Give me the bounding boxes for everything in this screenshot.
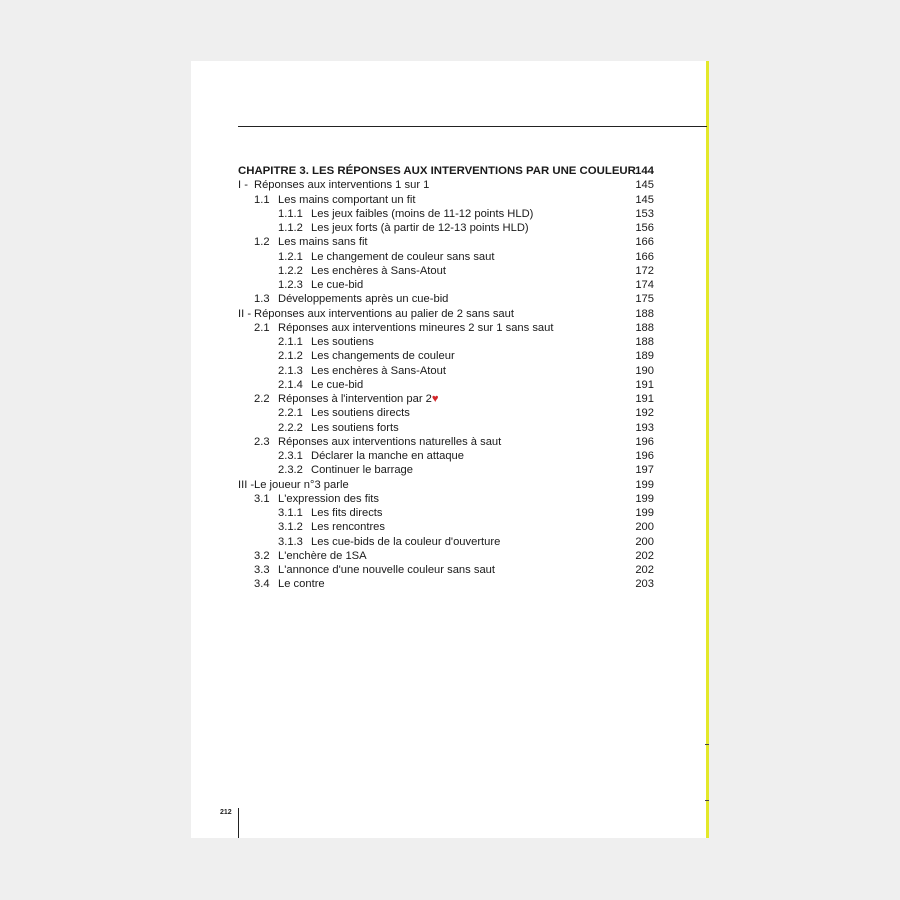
toc-entry-number: 3.2: [254, 549, 270, 562]
toc-entry: [238, 506, 654, 520]
toc-entry-label: [278, 492, 379, 506]
toc-entry-label: [311, 335, 374, 349]
folio-page-number: 212: [220, 809, 232, 816]
chapter-heading-row: [238, 164, 654, 178]
toc-entry: [238, 549, 654, 563]
toc-entry-label-text: Continuer le barrage: [311, 464, 413, 477]
toc-entry-page: 196: [635, 435, 654, 448]
toc-entry-number: 3.1: [254, 492, 270, 505]
toc-entry-number: 1.2.3: [278, 279, 303, 291]
toc-entry-page: 188: [635, 321, 654, 334]
toc-entry-number: 1.2.1: [278, 250, 303, 263]
toc-entry-label-text: Le contre: [278, 578, 325, 591]
toc-entry-page: 156: [635, 222, 654, 234]
toc-entry-label: [278, 193, 415, 207]
toc-entry-label: [311, 264, 446, 278]
toc-entry-number: II -: [238, 307, 252, 320]
toc-entry: [238, 321, 654, 335]
toc-entry-number: 2.2: [254, 393, 270, 405]
toc-entry-label-text: Déclarer la manche en attaque: [311, 450, 464, 462]
toc-entry-label-text: Réponses aux interventions naturelles à saut: [278, 435, 502, 448]
toc-entry-number: III -: [238, 478, 255, 491]
toc-entry-label-text: Les changements de couleur: [311, 350, 455, 363]
toc-entry: [238, 178, 654, 192]
toc-entry-label: [254, 307, 514, 321]
toc-entry-label-text: Les rencontres: [311, 521, 386, 534]
toc-entry-label-text: Les enchères à Sans-Atout: [311, 264, 446, 277]
toc-entry: [238, 235, 654, 249]
toc-entry-number: 2.2.2: [278, 421, 303, 434]
toc-entry-label: [278, 549, 367, 563]
toc-entry-number: 2.3.1: [278, 450, 303, 462]
toc-entry: [238, 463, 654, 477]
toc-entry-number: 2.2.1: [278, 407, 303, 420]
toc-entry-label: [311, 421, 399, 435]
toc-entry-number: 3.3: [254, 564, 270, 576]
toc-entry-label-text: Les mains comportant un fit: [278, 193, 416, 206]
toc-entry-label-text: Les soutiens directs: [311, 407, 410, 420]
toc-entry: [238, 264, 654, 278]
toc-entry-number: 1.2: [254, 236, 270, 249]
toc-entry-page: 188: [635, 307, 654, 320]
toc-entry-label: [311, 207, 533, 221]
toc-entry-label: [311, 349, 455, 363]
toc-entry-number: 2.3: [254, 435, 270, 448]
toc-entry-label: [311, 406, 410, 420]
toc-entry-label: [278, 235, 368, 249]
toc-entry-label-text: Les jeux forts (à partir de 12-13 points HLD): [311, 222, 529, 234]
toc-entry-page: 199: [635, 492, 654, 505]
page-edge-highlight: [706, 61, 709, 838]
toc-entry-label-text: Réponses aux interventions 1 sur 1: [254, 179, 430, 192]
toc-entry: [238, 478, 654, 492]
toc-entry: [238, 349, 654, 363]
table-of-contents: [238, 164, 654, 592]
toc-entry-label-text: Les enchères à Sans-Atout: [311, 364, 446, 377]
toc-entry: [238, 250, 654, 264]
toc-entry: [238, 307, 654, 321]
toc-entry-label: [311, 520, 385, 534]
toc-entry-page: 189: [635, 350, 654, 363]
toc-entry-label: [311, 463, 413, 477]
chapter-title: CHAPITRE 3. LES RÉPONSES AUX INTERVENTIONS PAR UNE COULEUR: [238, 165, 636, 177]
toc-entry: [238, 392, 654, 406]
toc-entry-label-text: L'enchère de 1SA: [278, 549, 367, 562]
toc-entry-number: 2.1.2: [278, 350, 303, 363]
toc-entry-number: 1.2.2: [278, 264, 303, 277]
toc-entry-label-text: Les mains sans fit: [278, 236, 368, 249]
toc-entry: [238, 378, 654, 392]
toc-entry-label-text: Les soutiens: [311, 336, 374, 348]
toc-entry-number: 1.3: [254, 293, 270, 306]
chapter-page-number: 144: [634, 165, 654, 177]
toc-entry-number: 2.1.3: [278, 364, 303, 377]
toc-entry-label-text: Le joueur n°3 parle: [254, 478, 349, 491]
toc-entry-label-text: L'expression des fits: [278, 492, 380, 505]
toc-entry-number: 3.1.3: [278, 535, 303, 548]
toc-entry-page: 203: [635, 578, 654, 591]
toc-entry: [238, 435, 654, 449]
toc-entry-page: 199: [635, 507, 654, 519]
toc-entry-page: 166: [635, 236, 654, 249]
toc-entry-label: [311, 364, 446, 378]
toc-entry-label-text: Réponses aux interventions au palier de 2 sans saut: [254, 307, 514, 320]
toc-entry-number: 3.4: [254, 578, 270, 591]
toc-entry-label-text: Réponses aux interventions mineures 2 sur 1 sans saut: [278, 321, 554, 334]
toc-entry: [238, 577, 654, 591]
toc-entry-label-text: Le changement de couleur sans saut: [311, 250, 495, 263]
toc-entry-page: 174: [635, 279, 654, 291]
toc-entry-label: [278, 563, 495, 577]
toc-entry-page: 153: [635, 207, 654, 220]
toc-entry: [238, 292, 654, 306]
heart-suit-icon: ♥: [431, 393, 439, 405]
toc-entry-label: [278, 577, 325, 591]
toc-entry-page: 196: [635, 450, 654, 462]
edge-tick-mark: [705, 744, 709, 745]
toc-entry: [238, 221, 654, 235]
toc-entry: [238, 421, 654, 435]
toc-entry-number: 2.1.1: [278, 336, 303, 348]
toc-entry-number: 3.1.2: [278, 521, 303, 534]
header-rule: [238, 126, 707, 127]
toc-entry-label-text: Le cue-bid: [311, 378, 364, 391]
toc-entry-page: 172: [635, 264, 654, 277]
toc-entry: [238, 563, 654, 577]
toc-entry-number: 2.1: [254, 321, 270, 334]
toc-entry-number: 1.1.2: [278, 222, 303, 234]
toc-entry-page: 188: [635, 336, 654, 348]
toc-entry-label-text: Le cue-bid: [311, 279, 364, 291]
toc-entry: [238, 406, 654, 420]
toc-entry-page: 175: [635, 293, 654, 306]
toc-entry-label: [278, 392, 439, 406]
toc-entry-number: 1.1.1: [278, 207, 303, 220]
toc-entry-page: 202: [635, 564, 654, 576]
toc-entry: [238, 449, 654, 463]
toc-entry-label: [278, 435, 501, 449]
toc-entry: [238, 207, 654, 221]
toc-entry-label: [311, 449, 464, 463]
toc-entry-page: 190: [635, 364, 654, 377]
toc-entry-label: [311, 506, 383, 520]
toc-entry: [238, 193, 654, 207]
toc-entry-label: [311, 250, 494, 264]
toc-entry-page: 200: [635, 521, 654, 534]
toc-entry-label-text: L'annonce d'une nouvelle couleur sans saut: [278, 564, 495, 576]
edge-tick-mark: [705, 800, 709, 801]
toc-entry-number: 2.1.4: [278, 378, 303, 391]
toc-entry-label: [278, 292, 448, 306]
toc-entry-label-text: Réponses à l'intervention par 2: [278, 393, 432, 405]
toc-entry-label-text: Développements après un cue-bid: [278, 293, 449, 306]
toc-entry: [238, 535, 654, 549]
toc-entry-page: 191: [635, 378, 654, 391]
toc-entry-page: 200: [635, 535, 654, 548]
toc-entry: [238, 335, 654, 349]
toc-entry-label: [311, 221, 529, 235]
footer-rule: [238, 808, 239, 838]
toc-entry-label: [311, 535, 500, 549]
toc-entry: [238, 278, 654, 292]
toc-entry-label: [254, 178, 429, 192]
toc-entry-number: 3.1.1: [278, 507, 303, 519]
toc-entry-label: [311, 378, 363, 392]
toc-entry-page: 199: [635, 478, 654, 491]
toc-entry-number: I -: [238, 179, 248, 192]
toc-entry-page: 191: [635, 393, 654, 405]
toc-entry-label-text: Les cue-bids de la couleur d'ouverture: [311, 535, 501, 548]
toc-entry-label: [254, 478, 349, 492]
toc-entry-page: 166: [635, 250, 654, 263]
toc-entry-page: 145: [635, 193, 654, 206]
toc-entry-label-text: Les jeux faibles (moins de 11-12 points HLD): [311, 207, 534, 220]
toc-entry: [238, 492, 654, 506]
toc-entry-label: [311, 278, 363, 292]
toc-entry-page: 193: [635, 421, 654, 434]
toc-entry: [238, 364, 654, 378]
toc-entry: [238, 520, 654, 534]
toc-entry-label: [278, 321, 554, 335]
toc-entry-number: 1.1: [254, 193, 270, 206]
toc-entry-page: 145: [635, 179, 654, 192]
toc-entry-label-text: Les soutiens forts: [311, 421, 399, 434]
toc-entry-page: 192: [635, 407, 654, 420]
toc-entry-number: 2.3.2: [278, 464, 303, 477]
toc-entry-page: 197: [635, 464, 654, 477]
toc-entry-page: 202: [635, 549, 654, 562]
toc-entry-label-text: Les fits directs: [311, 507, 383, 519]
